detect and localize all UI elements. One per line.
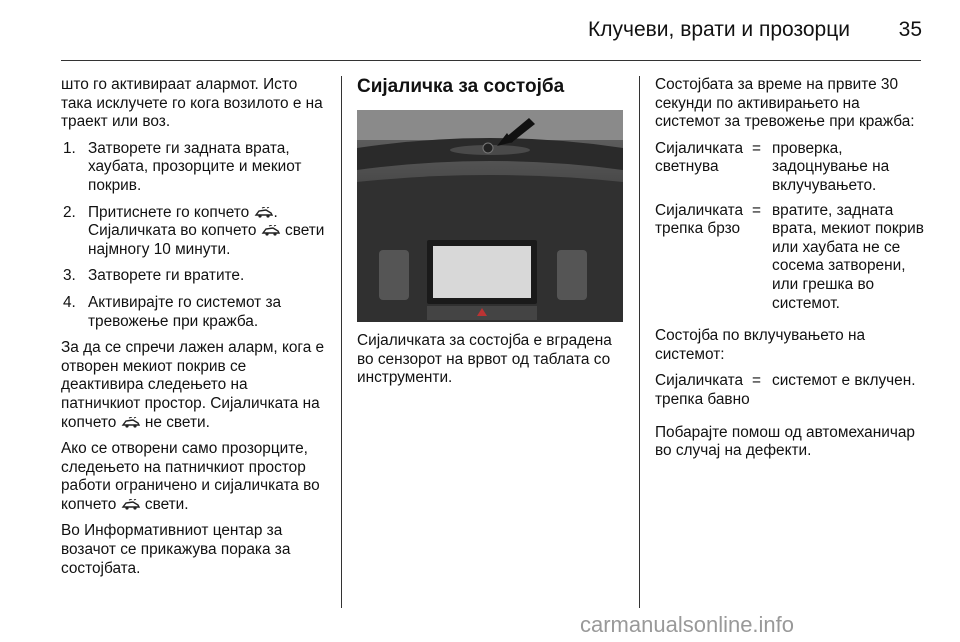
column-divider-1 xyxy=(341,76,342,608)
paragraph xyxy=(61,339,331,432)
table-row xyxy=(655,372,925,409)
paragraph-text: За да се спречи лажен аларм, кога е отворен мекиот покрив се деактивира следењето на патничкиот простор. Сијаличката на копчето xyxy=(61,339,325,431)
column-left xyxy=(61,76,331,586)
equals-sign: = xyxy=(752,139,761,157)
page-header-title: Клучеви, врати и прозорци xyxy=(588,18,850,41)
car-alarm-icon xyxy=(121,417,141,429)
table-row xyxy=(655,202,925,314)
status-key: Сијаличката светнува xyxy=(655,139,744,176)
step-number: 2. xyxy=(63,203,76,221)
car-alarm-icon xyxy=(121,499,141,511)
status-table xyxy=(655,140,925,313)
car-alarm-icon xyxy=(254,207,274,219)
paragraph-text: не свети. xyxy=(144,413,210,431)
status-table xyxy=(655,372,925,409)
status-value: системот е вклучен. xyxy=(772,372,916,390)
step-text-part: Притиснете го копчето xyxy=(88,203,250,221)
step-number: 4. xyxy=(63,293,76,311)
step-text: Активирајте го системот за тревожење при кражба. xyxy=(88,293,282,330)
step-number: 1. xyxy=(63,139,76,157)
paragraph: Состојба по вклучувањето на системот: xyxy=(655,327,866,363)
status-value: вратите, задната врата, мекиот покрив или хаубата не се сосема затворени, или грешка во системот. xyxy=(772,201,924,312)
intro-paragraph: Состојбата за време на првите 30 секунди по активирањето на системот за тревожење при кражба: xyxy=(655,76,915,131)
paragraph-text: Ако се отворени само прозорците, следењето на патничкиот простор работи ограничено и сијаличката во копчето xyxy=(61,440,320,513)
step-text-part: . Сијаличката во копчето xyxy=(88,203,278,240)
status-key: Сијаличката трепка брзо xyxy=(655,201,744,238)
figure-caption: Сијаличката за состојба е вградена во сензорот на врвот од таблата со инструменти. xyxy=(357,332,612,387)
watermark: carmanualsonline.info xyxy=(580,612,795,637)
list-item xyxy=(61,140,331,196)
header-rule xyxy=(61,60,921,61)
paragraph: Побарајте помош од автомеханичар во случај на дефекти. xyxy=(655,423,915,460)
step-text xyxy=(88,204,331,260)
paragraph xyxy=(61,440,331,514)
intro-paragraph: што го активираат алармот. Исто така исклучете го кога возилото е на траект или воз. xyxy=(61,76,323,131)
step-text: Затворете ги вратите. xyxy=(88,267,245,285)
column-middle xyxy=(357,76,627,396)
list-item xyxy=(61,294,331,331)
car-alarm-icon xyxy=(261,225,281,237)
list-item xyxy=(61,204,331,260)
column-right xyxy=(655,76,925,469)
status-value: проверка, задоцнување на вклучувањето. xyxy=(772,139,890,194)
steps-list xyxy=(61,140,331,331)
step-text: Затворете ги задната врата, хаубата, прозорците и мекиот покрив. xyxy=(88,139,302,194)
table-row xyxy=(655,140,925,196)
status-key: Сијаличката трепка бавно xyxy=(655,372,750,408)
step-number: 3. xyxy=(63,267,76,285)
step-text-part: свети најмногу 10 минути. xyxy=(88,222,325,258)
section-title: Сијаличка за состојба xyxy=(357,76,565,97)
column-divider-2 xyxy=(639,76,640,608)
paragraph: Во Информативниот центар за возачот се прикажува порака за состојбата. xyxy=(61,522,291,577)
equals-sign: = xyxy=(752,201,761,219)
list-item xyxy=(61,267,331,286)
dashboard-photo xyxy=(357,110,623,322)
paragraph-text: свети. xyxy=(144,495,189,513)
page-number: 35 xyxy=(898,18,922,41)
equals-sign: = xyxy=(752,372,761,390)
